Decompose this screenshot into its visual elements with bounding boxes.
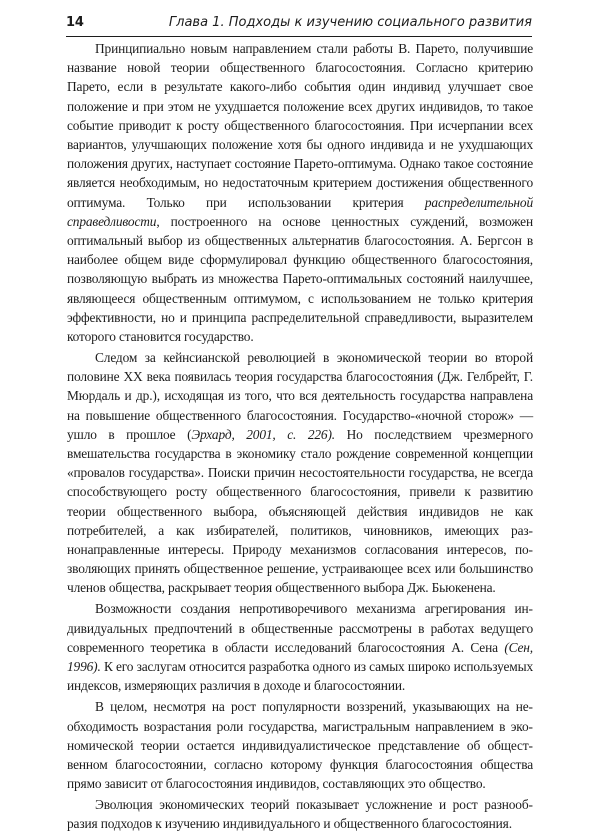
paragraph (67, 39, 533, 346)
running-header (66, 8, 532, 37)
paragraph (67, 599, 533, 695)
text-run: Но последствием чрезмерного вмешательства государства в экономику стало рождение современной концепции «провалов государства». Поиски причин несостоятельности государства, не всегда способствующего росту общественного благосостояния, привели к развитию теории общественного выбора, объясняющей действия индивидов не как потребителей, а как избирателей, политиков, чиновников, имеющих разнонаправленные интересы. Природу механизмов согласования интересов, позволяющих принять общественное решение, устраивающее всех или большинство членов общества, раскрывает теория общественного выбора Дж. Бьюкенена. (67, 426, 533, 596)
text-run-italic: Эрхард, 2001, с. 226). (191, 426, 335, 442)
chapter-title: Глава 1. Подходы к изучению социального развития (168, 15, 532, 30)
body-text (67, 39, 533, 835)
text-run: Возможности создания непротиворечивого механизма агрегирования индивидуальных предпочтений в общественные рассмотрены в работах ведущего современного теоретика в области исследований благосостояния А. Сена (67, 601, 533, 655)
text-run-italic: распределительной справедливости (67, 194, 533, 229)
text-run: Эволюция экономических теорий показывает усложнение и рост разнообразия подходов к изучению индивидуального и общественного благосостояния. (67, 797, 533, 832)
page-number: 14 (66, 15, 84, 30)
text-run-italic: (Сен, 1996). (67, 639, 533, 675)
text-run: Следом за кейнсианской революцией в экономической теории во второй половине XX века появилась теория государства благосостояния (Дж. Гелбрейт, Г. Мюрдаль и др.), исходящая из того, что вся деятельность государства направлена на повышение общественного благосостояния. Государство-«ночной сторож» — ушло в прошлое ( (67, 350, 533, 442)
text-run: К его заслугам относится разработка одного из самых широко используемых индексов, измеряющих различия в доходе и благосостоянии. (67, 659, 533, 694)
paragraph (67, 795, 533, 833)
paragraph (67, 348, 533, 598)
paragraph (67, 697, 533, 793)
text-run: , построенного на основе ценностных суждений, возможен оптимальный выбор из общественных альтернатив благосостояния. А. Бергсон в наиболее общем виде сформулировал функцию общественного благосостояния, позволяющую выбрать из множества Парето-оптимальных состояний наилучшее, являющееся общественным оптимумом, с использованием не только критерия эффективности, но и принципа распределительной справедливости, выразителем которого становится государство. (67, 213, 533, 345)
text-run: В целом, несмотря на рост популярности воззрений, указывающих на необходимость возрастания роли государства, магистральным направлением в экономической теории остается индивидуалистическое представление об общественном благосостоянии, согласно которому функция благосостояния общества прямо зависит от благосостояния индивидов, составляющих это общество. (67, 699, 533, 792)
text-run: Принципиально новым направлением стали работы В. Парето, получившие название новой теории общественного благосостояния. Согласно критерию Парето, если в результате какого-либо события один индивид улучшает свое положение и при этом не ухудшается положение всех других индивидов, то такое событие приводит к росту общественного благосостояния. При исчерпании всех вариантов, улучшающих положение хотя бы одного индивида и не ухудшающих положения других, наступает состояние Парето-оптимума. Однако такое состояние является необходимым, но недостаточным критерием достижения общественного оптимума. Только при использовании критерия (67, 41, 533, 210)
